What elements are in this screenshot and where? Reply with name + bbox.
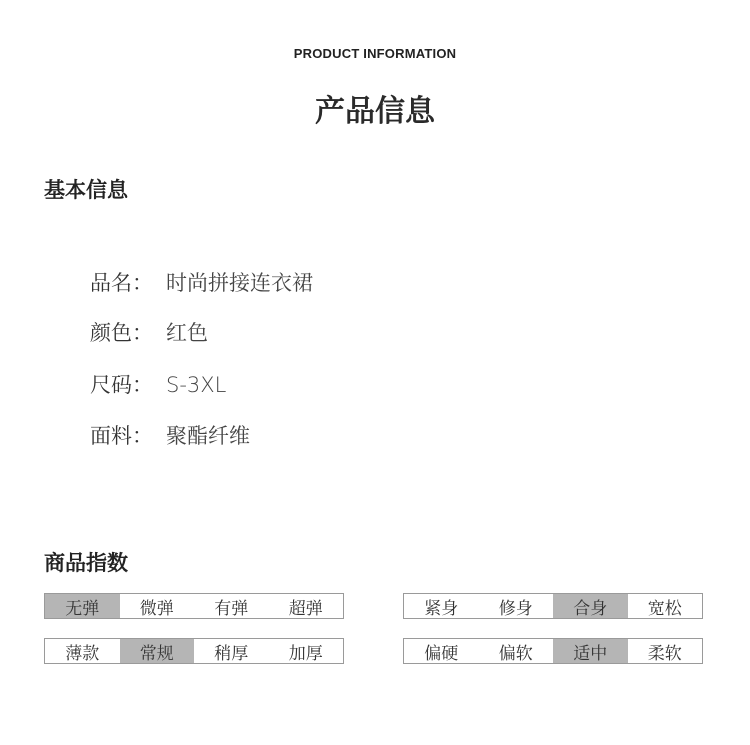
scale-cell-selected: 合身 xyxy=(553,594,628,618)
scale-cell: 薄款 xyxy=(65,643,100,664)
scale-cell-selected: 常规 xyxy=(120,639,195,663)
softness-scale xyxy=(403,638,703,664)
info-row-fabric xyxy=(90,421,250,451)
thickness-scale xyxy=(44,638,344,664)
product-index-heading: 商品指数 xyxy=(44,551,128,575)
scale-cell: 偏硬 xyxy=(424,643,459,664)
basic-info-heading: 基本信息 xyxy=(44,178,128,202)
scale-cell: 有弹 xyxy=(214,598,249,619)
scale-cell: 宽松 xyxy=(647,598,682,619)
scale-cell: 偏软 xyxy=(498,643,533,664)
info-label: 颜色： xyxy=(90,321,153,345)
scale-cell: 修身 xyxy=(498,598,533,619)
scale-cell-selected: 适中 xyxy=(553,639,628,663)
scale-cell: 稍厚 xyxy=(214,643,249,664)
info-row-name xyxy=(90,268,313,298)
scale-cell: 超弹 xyxy=(288,598,323,619)
info-label: 面料： xyxy=(90,424,153,448)
en-title: PRODUCT INFORMATION xyxy=(293,46,457,61)
scale-cell: 柔软 xyxy=(647,643,682,664)
info-value: S-3XL xyxy=(166,373,227,397)
info-value: 红色 xyxy=(166,321,208,345)
info-label: 品名： xyxy=(90,271,153,295)
scale-cell: 加厚 xyxy=(288,643,323,664)
info-value: 聚酯纤维 xyxy=(166,424,250,448)
info-row-color xyxy=(90,318,208,348)
page-title: 产品信息 xyxy=(315,94,435,129)
info-label: 尺码： xyxy=(90,373,153,397)
elasticity-scale xyxy=(44,593,344,619)
fit-scale xyxy=(403,593,703,619)
scale-cell-selected: 无弹 xyxy=(45,594,120,618)
info-row-size xyxy=(90,370,226,400)
scale-cell: 紧身 xyxy=(424,598,459,619)
scale-cell: 微弹 xyxy=(139,598,174,619)
info-value: 时尚拼接连衣裙 xyxy=(166,271,313,295)
